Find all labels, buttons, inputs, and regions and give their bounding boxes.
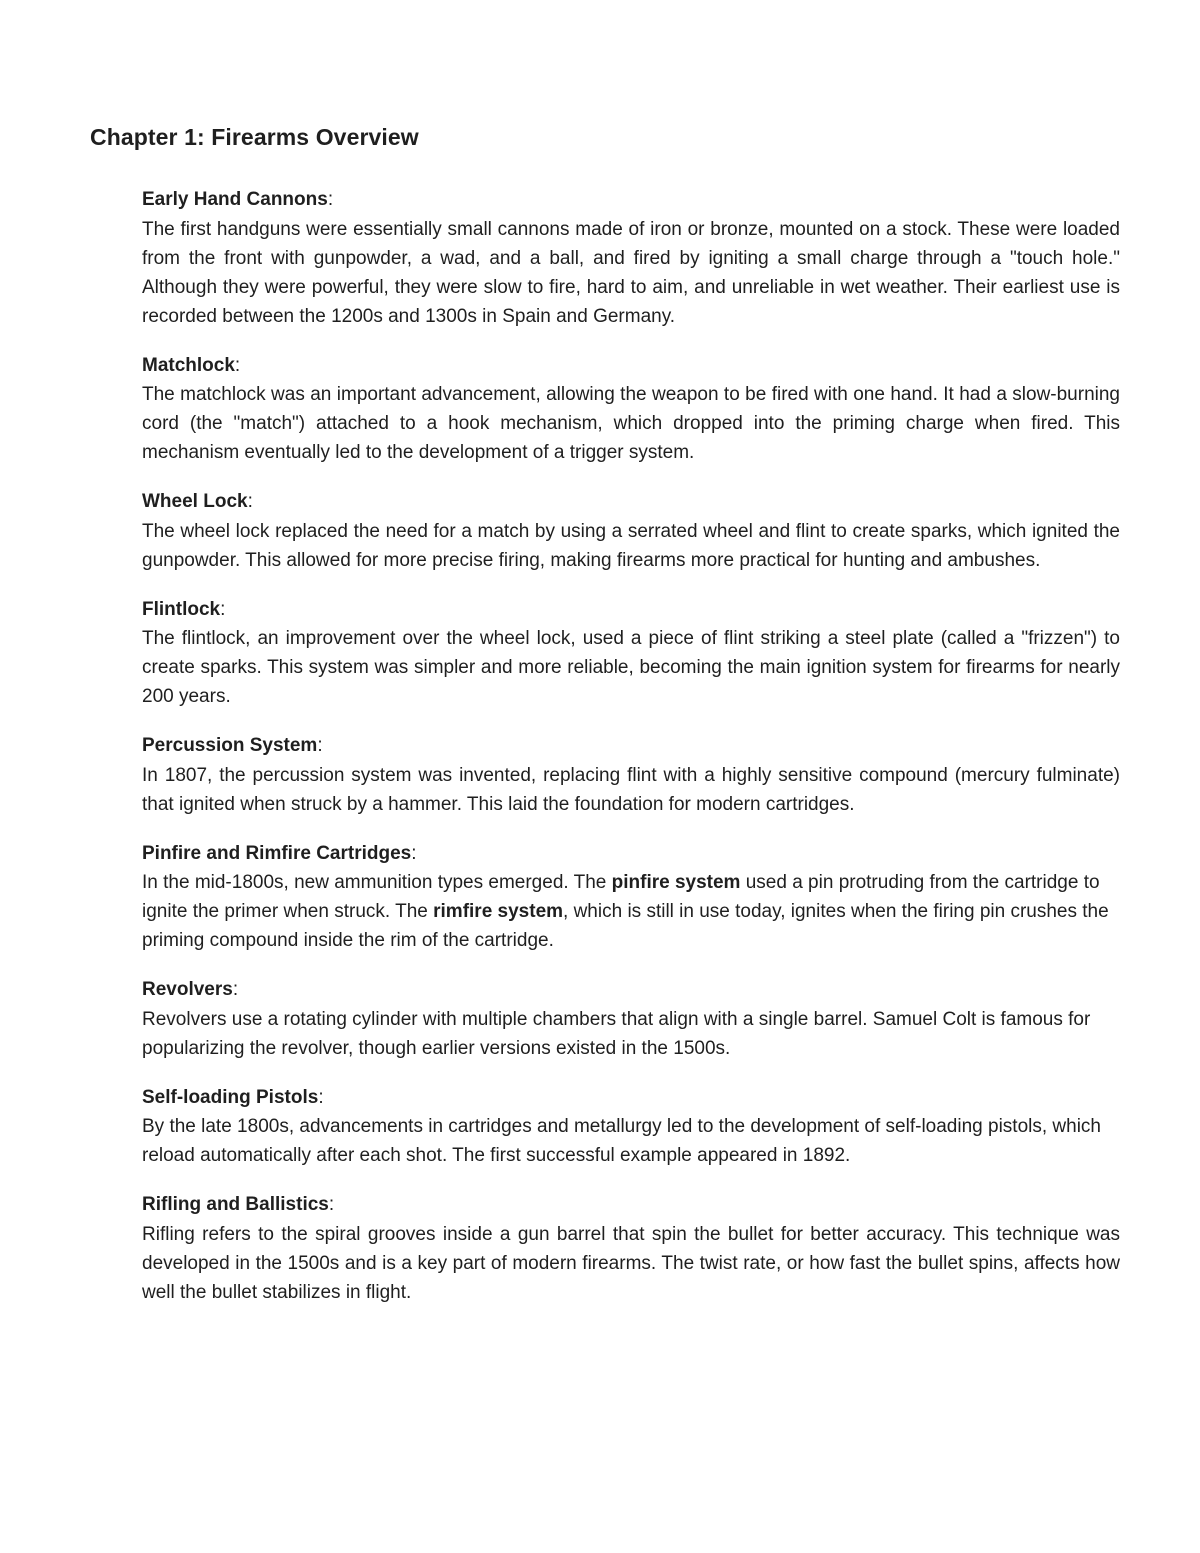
section-heading-text: Matchlock [142,354,235,376]
section-percussion-system [142,732,1120,819]
section-matchlock [142,352,1120,468]
section-heading: Revolvers: [142,979,239,1000]
section-body: Revolvers use a rotating cylinder with multiple chambers that align with a single barrel. Samuel Colt is famous for popularizing the revolver, though earlier versions existed in the 1500s. [142,1008,1091,1059]
section-heading-text: Percussion System [142,735,318,756]
section-heading: Pinfire and Rimfire Cartridges: [142,842,417,864]
chapter-title: Chapter 1: Firearms Overview [90,124,419,150]
section-heading: Rifling and Ballistics: [142,1194,335,1215]
section-flintlock [142,596,1120,712]
section-early-hand-cannons [142,186,1120,331]
body-text: In the mid-1800s, new ammunition types emerged. The [142,872,612,893]
section-heading-text: Rifling and Ballistics [142,1194,329,1215]
section-body: The wheel lock replaced the need for a match by using a serrated wheel and flint to create sparks, which ignited the gunpowder. This allowed for more precise firing, making firearms more practical for hunting and ambushes. [142,520,1120,571]
section-heading-text: Pinfire and Rimfire Cartridges [142,842,412,864]
section-body: In 1807, the percussion system was invented, replacing flint with a highly sensitive compound (mercury fulminate) that ignited when struck by a hammer. This laid the foundation for modern cartridges. [142,764,1120,815]
section-rifling-and-ballistics [142,1191,1120,1307]
section-heading: Flintlock: [142,598,226,620]
section-list [90,186,1120,1307]
section-heading: Wheel Lock: [142,491,253,512]
section-heading: Matchlock: [142,354,241,376]
section-revolvers [142,976,1120,1063]
section-body: The matchlock was an important advancement, allowing the weapon to be fired with one hand. It had a slow-burning cord (the "match") attached to a hook mechanism, which dropped into the priming charge when fired. This mechanism eventually led to the development of a trigger system. [142,384,1120,463]
section-heading: Self-loading Pistols: [142,1086,324,1108]
section-heading-text: Self-loading Pistols [142,1086,319,1108]
section-body: The first handguns were essentially small cannons made of iron or bronze, mounted on a stock. These were loaded from the front with gunpowder, a wad, and a ball, and fired by igniting a small charge through a "touch hole." Although they were powerful, they were slow to fire, hard to aim, and unreliable in wet weather. Their earliest use is recorded between the 1200s and 1300s in Spain and Germany. [142,218,1120,327]
section-pinfire-rimfire-cartridges [142,840,1120,956]
section-body: By the late 1800s, advancements in cartridges and metallurgy led to the development of self-loading pistols, which reload automatically after each shot. The first successful example appeared in 1892. [142,1116,1101,1166]
pinfire-system-term: pinfire system [611,872,741,893]
rimfire-system-term: rimfire system [433,901,564,922]
body-text: used a pin protruding from the cartridge to ignite the primer when struck. The [142,872,1100,922]
section-heading: Early Hand Cannons: [142,189,334,210]
section-wheel-lock [142,488,1120,575]
section-self-loading-pistols [142,1084,1120,1171]
section-heading-text: Early Hand Cannons [142,189,328,210]
section-heading: Percussion System: [142,735,323,756]
section-body [142,868,1120,955]
section-heading-text: Wheel Lock [142,491,248,512]
section-body: Rifling refers to the spiral grooves inside a gun barrel that spin the bullet for better accuracy. This technique was developed in the 1500s and is a key part of modern firearms. The twist rate, or how fast the bullet spins, affects how well the bullet stabilizes in flight. [142,1223,1120,1303]
body-text: , which is still in use today, ignites when the firing pin crushes the priming compound inside the rim of the cartridge. [142,901,1109,951]
section-heading-text: Revolvers [142,979,233,1000]
section-body: The flintlock, an improvement over the wheel lock, used a piece of flint striking a steel plate (called a "frizzen") to create sparks. This system was simpler and more reliable, becoming the main ignition system for firearms for nearly 200 years. [142,628,1120,707]
section-heading-text: Flintlock [142,598,221,620]
